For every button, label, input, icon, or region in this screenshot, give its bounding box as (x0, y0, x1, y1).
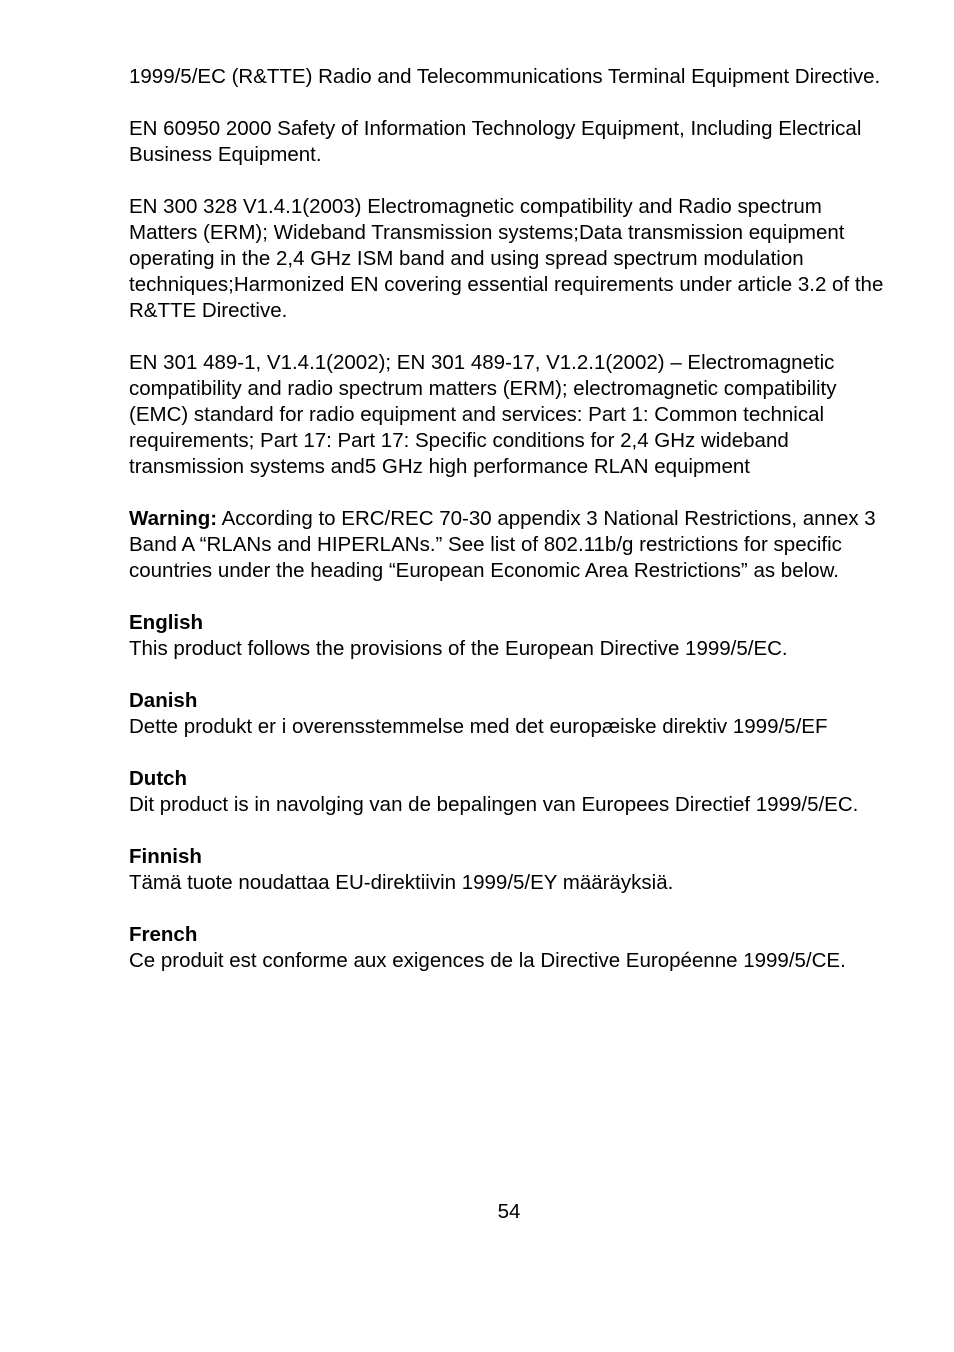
language-heading: French (129, 923, 198, 946)
language-section-dutch (129, 766, 889, 818)
language-section-finnish (129, 844, 889, 896)
language-heading: Danish (129, 689, 198, 712)
language-section-danish (129, 688, 889, 740)
paragraph-rtte-directive: 1999/5/EC (R&TTE) Radio and Telecommunications Terminal Equipment Directive. (129, 65, 881, 88)
paragraph-en-300-328: EN 300 328 V1.4.1(2003) Electromagnetic compatibility and Radio spectrum Matters (ERM); Wideband Transmission systems;Data transmission equipment operating in the 2,4 GHz ISM band and using spread spectrum modulation techniques;Harmonized EN covering essential requirements under article 3.2 of the R&TTE Directive. (129, 195, 884, 322)
language-heading: Dutch (129, 767, 188, 790)
language-text: Dit product is in navolging van de bepalingen van Europees Directief 1999/5/EC. (129, 793, 859, 816)
language-text: Tämä tuote noudattaa EU-direktiivin 1999/5/EY määräyksiä. (129, 871, 674, 894)
language-text: This product follows the provisions of the European Directive 1999/5/EC. (129, 637, 788, 660)
language-section-english (129, 610, 889, 662)
language-section-french (129, 922, 889, 974)
document-page (129, 64, 889, 1000)
warning-paragraph (129, 506, 889, 584)
language-heading: English (129, 611, 204, 634)
warning-text: According to ERC/REC 70-30 appendix 3 National Restrictions, annex 3 Band A “RLANs and HIPERLANs.” See list of 802.11b/g restrictions for specific countries under the heading “European Economic Area Restrictions” as below. (129, 507, 876, 582)
paragraph-en-60950: EN 60950 2000 Safety of Information Technology Equipment, Including Electrical Business Equipment. (129, 117, 862, 166)
language-heading: Finnish (129, 845, 202, 868)
warning-label: Warning: (129, 507, 218, 530)
language-text: Dette produkt er i overensstemmelse med det europæiske direktiv 1999/5/EF (129, 715, 828, 738)
paragraph-en-301-489: EN 301 489-1, V1.4.1(2002); EN 301 489-17, V1.2.1(2002) – Electromagnetic compatibility and radio spectrum matters (ERM); electromagnetic compatibility (EMC) standard for radio equipment and services: Part 1: Common technical requirements; Part 17: Part 17: Specific conditions for 2,4 GHz wideband transmission systems and5 GHz high performance RLAN equipment (129, 351, 837, 478)
language-text: Ce produit est conforme aux exigences de la Directive Européenne 1999/5/CE. (129, 949, 846, 972)
page-number: 54 (497, 1200, 521, 1223)
